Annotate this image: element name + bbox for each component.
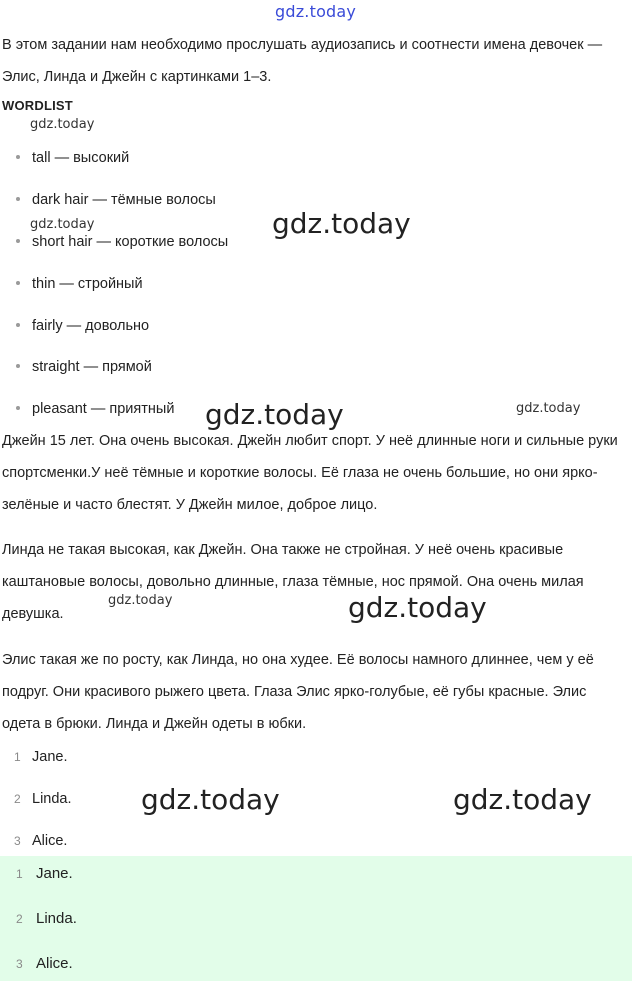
answer-text: Jane. [36, 865, 73, 882]
answer-text: Alice. [36, 955, 73, 972]
answer-text: Jane. [32, 749, 68, 765]
wordlist-item [16, 148, 129, 168]
bullet-icon [16, 239, 20, 243]
answer-number: 1 [16, 867, 23, 881]
wordlist-item-text: straight — прямой [32, 359, 152, 375]
watermark: gdz.today [205, 398, 344, 431]
answer-text: Linda. [36, 910, 77, 927]
wordlist-item [16, 357, 152, 377]
answer-item [14, 831, 67, 851]
paragraph-alice: Элис такая же по росту, как Линда, но она худее. Её волосы намного длиннее, чем у её подруг. Они красивого рыжего цвета. Глаза Элис ярко-голубые, её губы красные. Элис одета в брюки. Линда и Джейн одеты в юбки. [2, 652, 594, 732]
answer-text: Alice. [32, 833, 68, 849]
answer-final-item [16, 864, 73, 884]
wordlist-item [16, 274, 143, 294]
wordlist-title: WORDLIST [2, 98, 73, 113]
wordlist-item-text: short hair — короткие волосы [32, 234, 229, 250]
watermark: gdz.today [141, 783, 280, 816]
answer-final-item [16, 909, 77, 929]
wordlist-item-text: pleasant — приятный [32, 401, 175, 417]
watermark: gdz.today [516, 401, 581, 416]
wordlist-item [16, 232, 228, 252]
wordlist-item [16, 316, 149, 336]
wordlist-item-text: thin — стройный [32, 276, 143, 292]
wordlist-item [16, 190, 216, 210]
answer-item [14, 789, 72, 809]
answer-text: Linda. [32, 791, 72, 807]
bullet-icon [16, 281, 20, 285]
intro-paragraph: В этом задании нам необходимо прослушать аудиозапись и соотнести имена девочек — Элис, Линда и Джейн с картинками 1–3. [2, 37, 603, 85]
answer-number: 3 [16, 957, 23, 971]
bullet-icon [16, 155, 20, 159]
paragraph-linda: Линда не такая высокая, как Джейн. Она также не стройная. У неё очень красивые каштановые волосы, довольно длинные, глаза тёмные, нос прямой. Она очень милая девушка. [2, 542, 584, 622]
answer-item [14, 747, 67, 767]
wordlist-item-text: dark hair — тёмные волосы [32, 192, 216, 208]
watermark: gdz.today [348, 591, 487, 624]
paragraph-jane: Джейн 15 лет. Она очень высокая. Джейн любит спорт. У неё длинные ноги и сильные руки спортсменки.У неё тёмные и короткие волосы. Её глаза не очень большие, но они ярко-зелёные и часто блестят. У Джейн милое, доброе лицо. [2, 433, 618, 513]
bullet-icon [16, 323, 20, 327]
answer-final-item [16, 954, 73, 974]
bullet-icon [16, 406, 20, 410]
watermark: gdz.today [108, 593, 173, 608]
watermark: gdz.today [30, 117, 95, 132]
site-logo[interactable]: gdz.today [275, 2, 357, 21]
watermark: gdz.today [30, 217, 95, 232]
wordlist-item-text: tall — высокий [32, 150, 130, 166]
answer-box [0, 856, 632, 981]
wordlist-item-text: fairly — довольно [32, 318, 150, 334]
wordlist-item [16, 399, 174, 419]
watermark: gdz.today [272, 207, 411, 240]
watermark: gdz.today [453, 783, 592, 816]
answer-number: 2 [14, 792, 21, 806]
answer-number: 2 [16, 912, 23, 926]
bullet-icon [16, 364, 20, 368]
bullet-icon [16, 197, 20, 201]
answer-number: 1 [14, 750, 21, 764]
answer-number: 3 [14, 834, 21, 848]
